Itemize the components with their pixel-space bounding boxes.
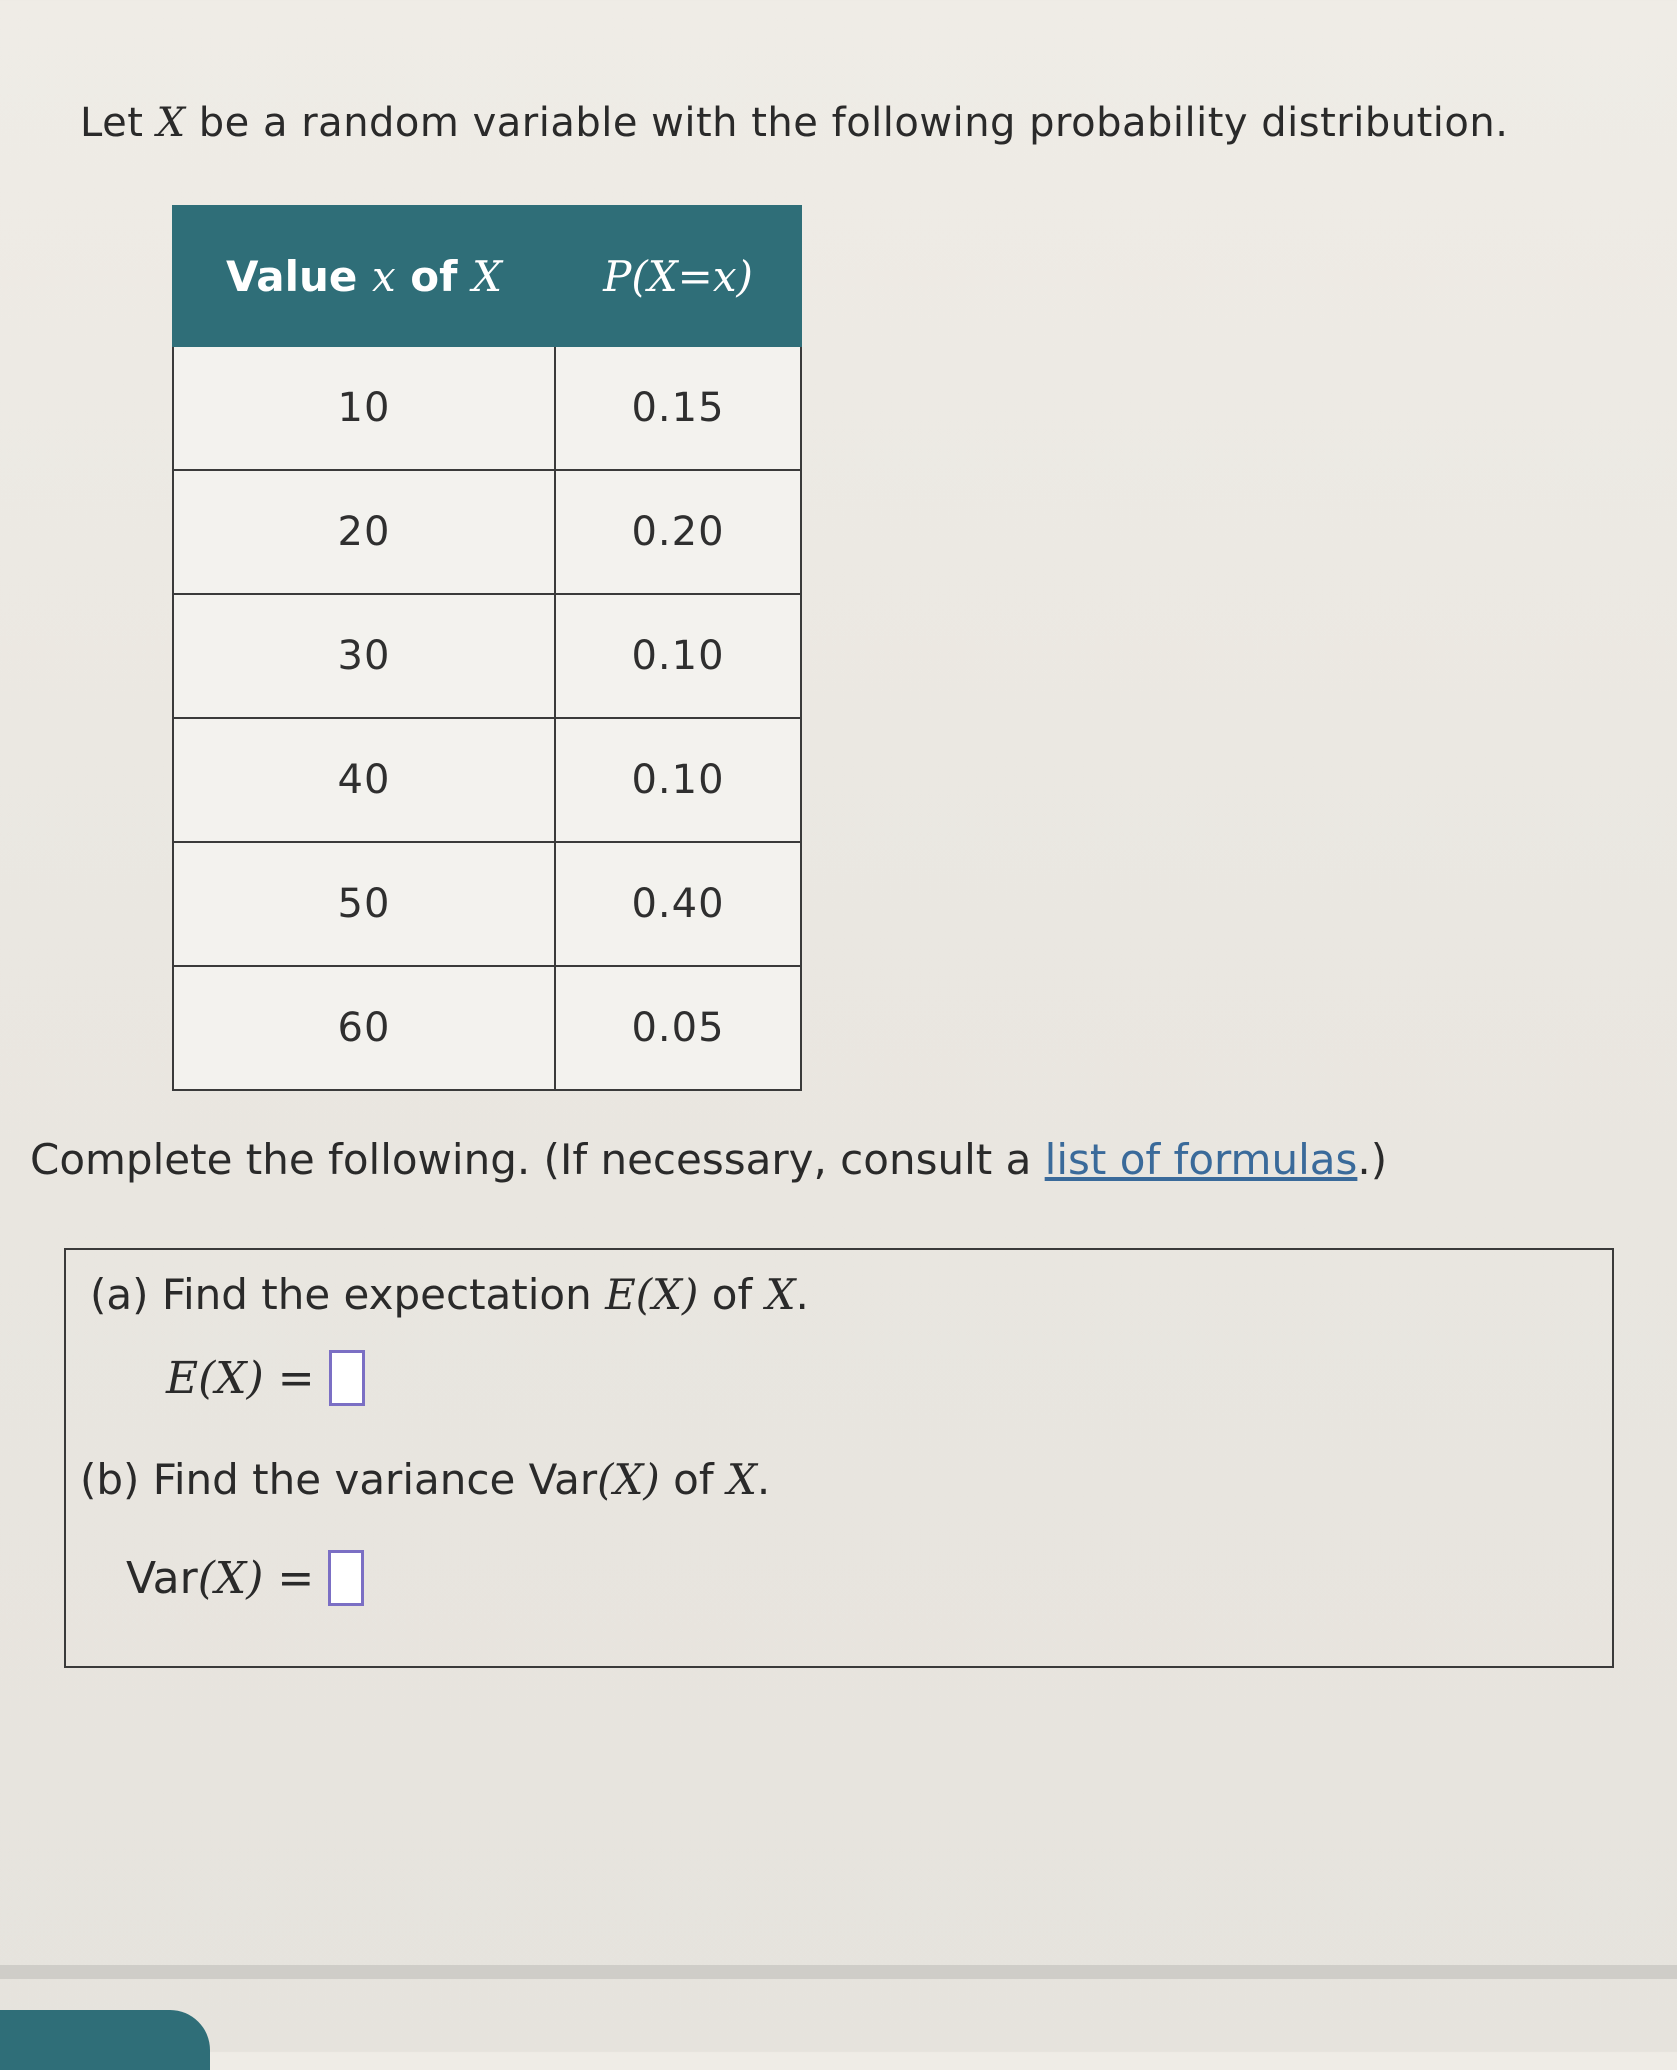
part-b-prompt — [80, 1455, 770, 1504]
part-a-end: . — [795, 1270, 809, 1319]
probability-cell: 0.10 — [555, 594, 801, 718]
variance-equals: = — [277, 1552, 315, 1604]
intro-prefix: Let — [80, 100, 157, 146]
expectation-equals: = — [277, 1352, 315, 1404]
instructions-suffix: .) — [1357, 1135, 1388, 1184]
variance-lhs — [126, 1553, 263, 1604]
value-cell: 30 — [173, 594, 555, 718]
header-col1-prefix: Value — [226, 251, 372, 301]
probability-cell: 0.40 — [555, 842, 801, 966]
probability-cell: 0.15 — [555, 346, 801, 470]
table-row — [173, 966, 801, 1090]
table-row — [173, 718, 801, 842]
table-row — [173, 346, 801, 470]
value-cell: 10 — [173, 346, 555, 470]
intro-suffix: be a random variable with the following probability distribution. — [185, 100, 1509, 146]
table-row — [173, 842, 801, 966]
value-cell: 50 — [173, 842, 555, 966]
expectation-input[interactable] — [329, 1350, 365, 1406]
probability-cell: 0.20 — [555, 470, 801, 594]
instructions-text — [30, 1135, 1387, 1184]
value-cell: 40 — [173, 718, 555, 842]
header-value-x — [173, 206, 555, 346]
problem-intro — [80, 100, 1508, 146]
probability-cell: 0.10 — [555, 718, 801, 842]
part-b-mid: of — [659, 1455, 727, 1504]
value-cell: 60 — [173, 966, 555, 1090]
expectation-answer-line — [166, 1350, 365, 1406]
value-cell: 20 — [173, 470, 555, 594]
expectation-lhs: E(X) — [166, 1352, 264, 1404]
header-col1-var: x — [372, 251, 396, 301]
part-a-mid: of — [698, 1270, 766, 1319]
part-a-prompt — [90, 1270, 809, 1319]
header-col1-var2: X — [472, 251, 502, 301]
table-row — [173, 470, 801, 594]
variance-answer-line — [126, 1550, 364, 1606]
part-a-math: E(X) — [605, 1270, 699, 1319]
bottom-divider — [0, 1965, 1677, 1979]
distribution-table — [172, 205, 802, 1091]
intro-variable: X — [156, 100, 186, 146]
header-probability — [555, 206, 801, 346]
instructions-prefix: Complete the following. (If necessary, consult a — [30, 1135, 1045, 1184]
part-b-var: X — [726, 1455, 757, 1504]
table-header-row — [173, 206, 801, 346]
formulas-link[interactable]: list of formulas — [1044, 1135, 1358, 1184]
variance-lhs-math: (X) — [197, 1552, 264, 1604]
part-b-math: (X) — [597, 1455, 660, 1504]
header-col2: P(X=x) — [603, 251, 753, 301]
bottom-tab-button[interactable] — [0, 2010, 210, 2070]
probability-cell: 0.05 — [555, 966, 801, 1090]
answer-panel — [64, 1248, 1614, 1668]
part-a-var: X — [765, 1270, 796, 1319]
table-row — [173, 594, 801, 718]
part-b-end: . — [756, 1455, 771, 1504]
part-a-prefix: (a) Find the expectation — [90, 1270, 606, 1319]
variance-lhs-text: Var — [126, 1552, 198, 1604]
part-b-prefix: (b) Find the variance Var — [80, 1455, 598, 1504]
variance-input[interactable] — [328, 1550, 364, 1606]
header-col1-mid: of — [395, 251, 473, 301]
